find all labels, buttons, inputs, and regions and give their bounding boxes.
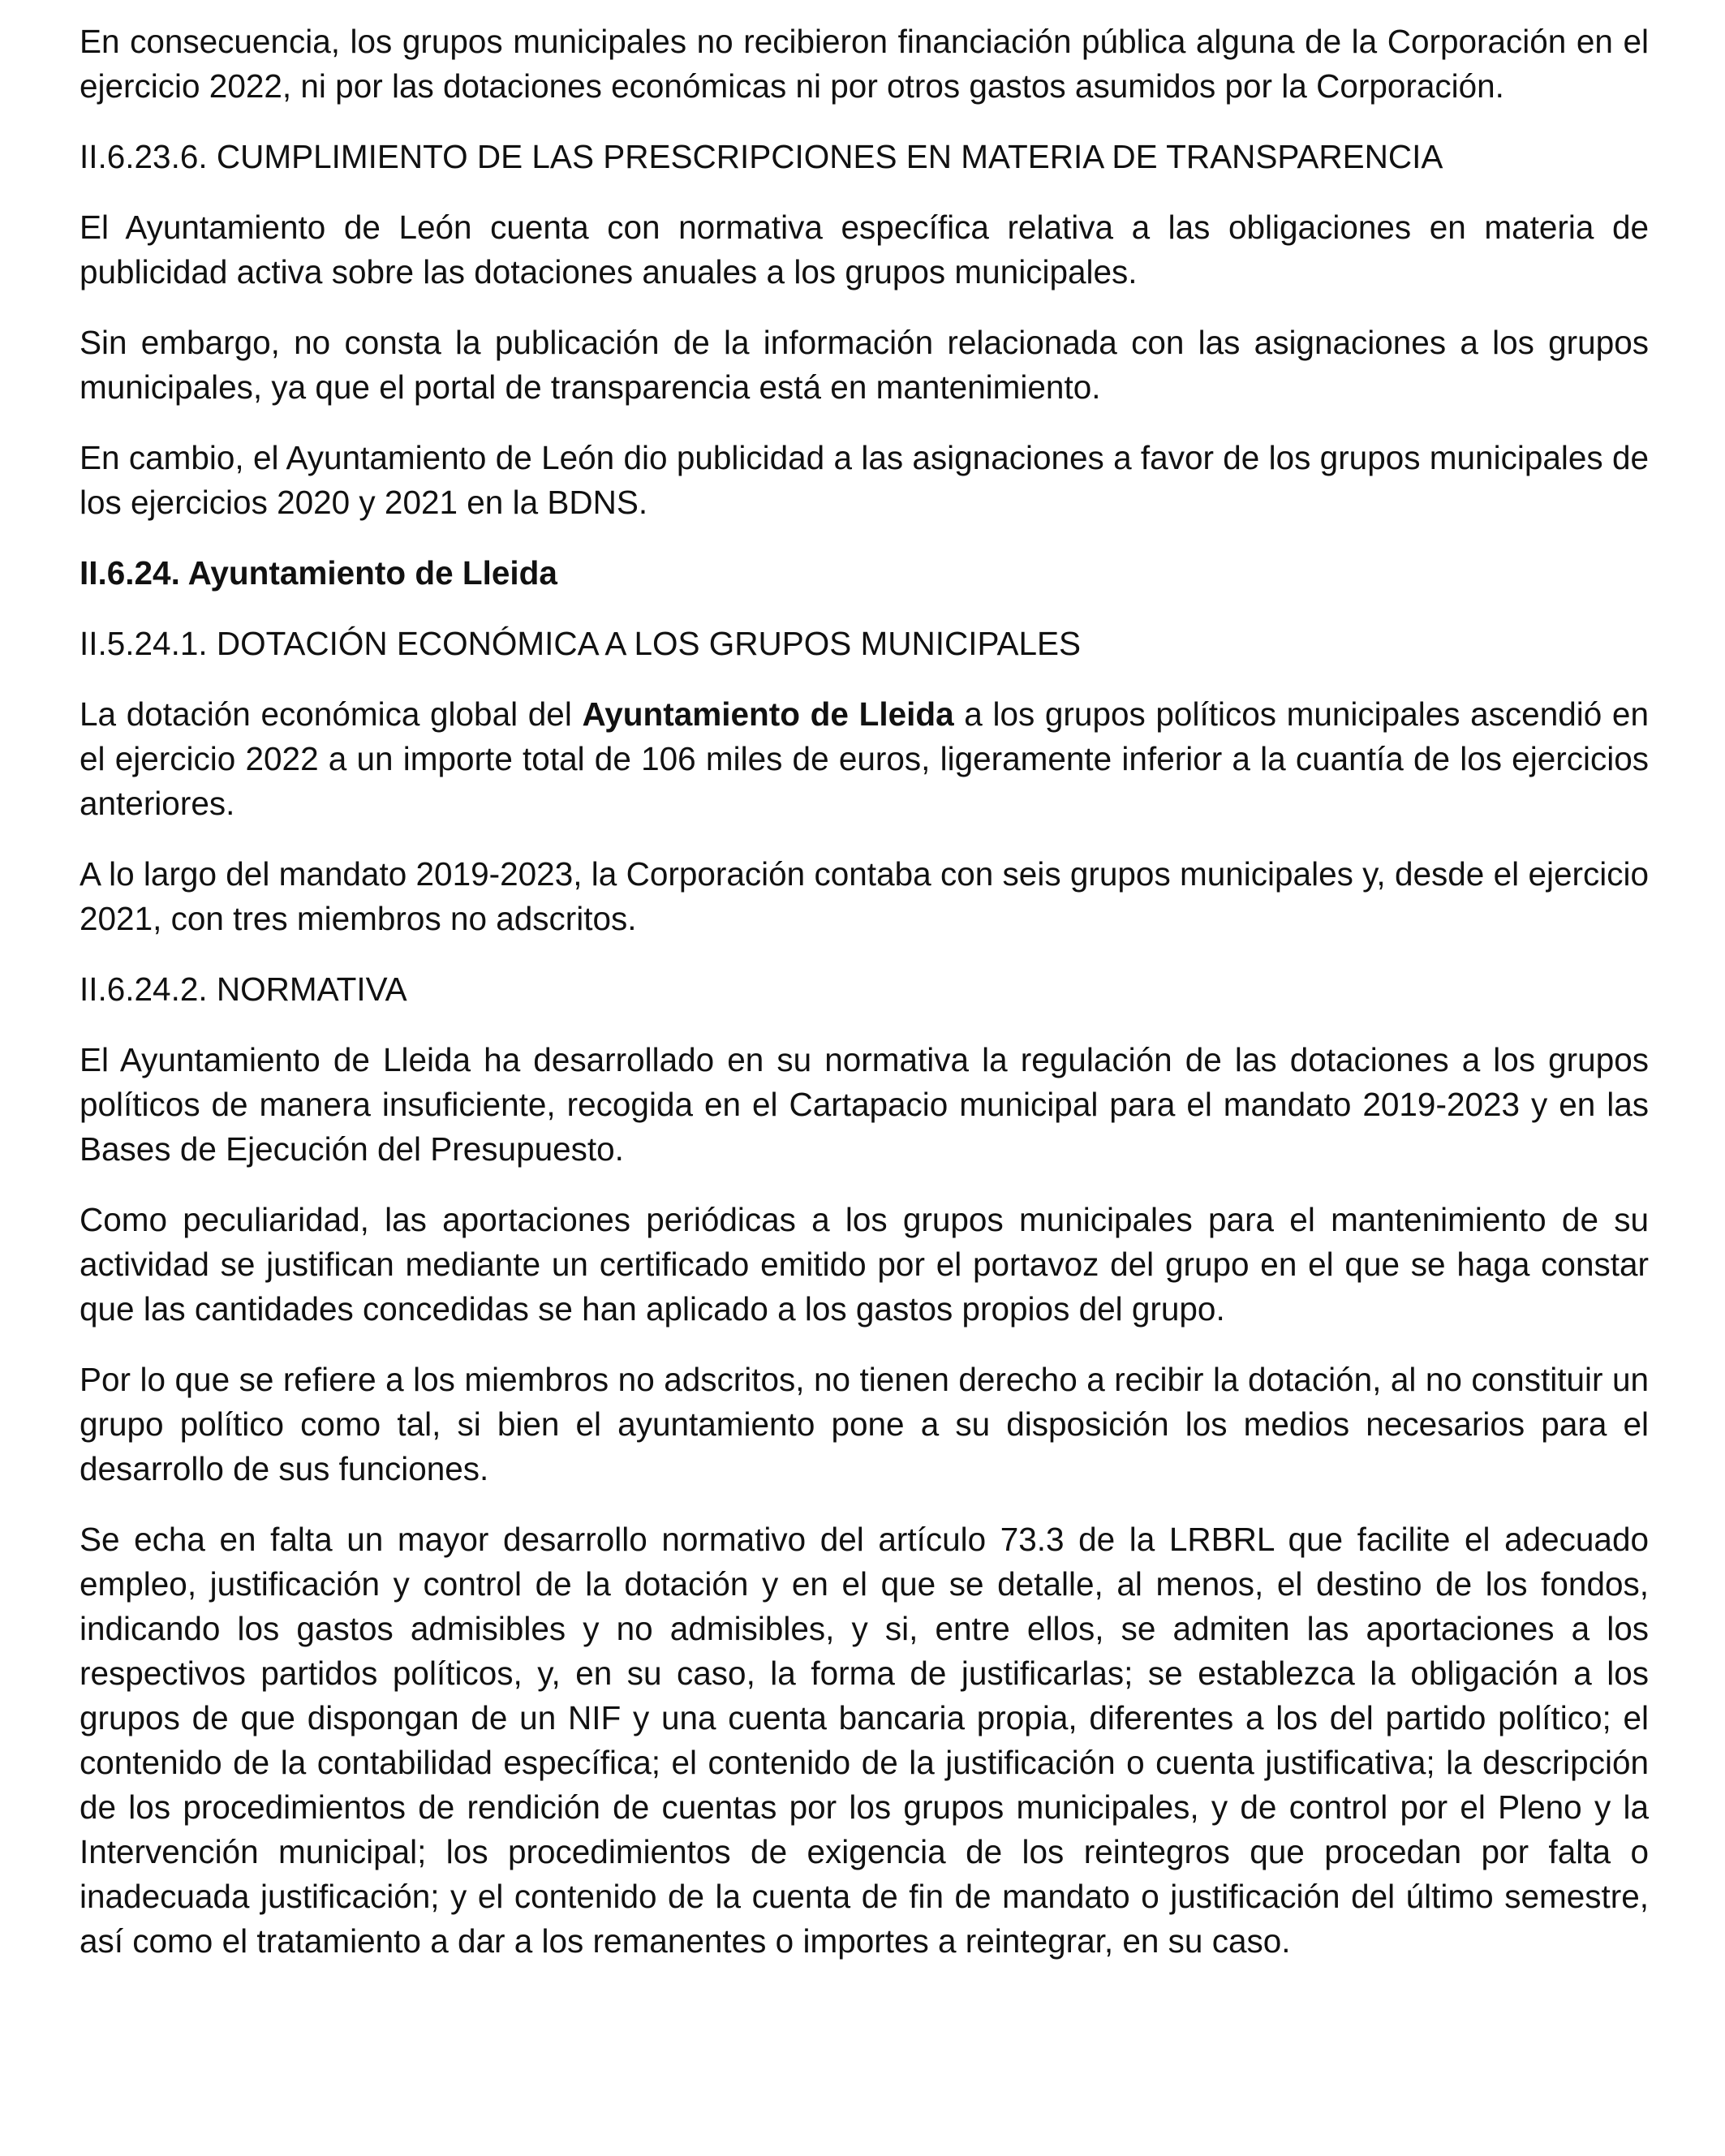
text-run: a los grupos políticos municipales ascendió en el ejercicio 2022 a un importe total de 106 miles de euros, ligeramente inferior a la cuantía de los ejercicios anteriores. bbox=[80, 695, 1649, 822]
paragraph: Por lo que se refiere a los miembros no adscritos, no tienen derecho a recibir la dotación, al no constituir un grupo político como tal, si bien el ayuntamiento pone a su disposición los medios necesarios para el desarrollo de sus funciones. bbox=[80, 1361, 1649, 1487]
paragraph bbox=[80, 692, 1649, 826]
paragraph: El Ayuntamiento de León cuenta con normativa específica relativa a las obligaciones en materia de publicidad activa sobre las dotaciones anuales a los grupos municipales. bbox=[80, 209, 1649, 290]
bold-text-run: Ayuntamiento de Lleida bbox=[582, 695, 954, 733]
section-heading: II.5.24.1. DOTACIÓN ECONÓMICA A LOS GRUPOS MUNICIPALES bbox=[80, 625, 1082, 662]
paragraph: En consecuencia, los grupos municipales no recibieron financiación pública alguna de la Corporación en el ejercicio 2022, ni por las dotaciones económicas ni por otros gastos asumidos por la Corporación. bbox=[80, 23, 1649, 105]
paragraph: Como peculiaridad, las aportaciones periódicas a los grupos municipales para el mantenimiento de su actividad se justifican mediante un certificado emitido por el portavoz del grupo en el que se haga constar que las cantidades concedidas se han aplicado a los gastos propios del grupo. bbox=[80, 1201, 1649, 1328]
paragraph: A lo largo del mandato 2019-2023, la Corporación contaba con seis grupos municipales y, desde el ejercicio 2021, con tres miembros no adscritos. bbox=[80, 855, 1649, 937]
section-heading: II.6.24.2. NORMATIVA bbox=[80, 970, 407, 1008]
paragraph: Sin embargo, no consta la publicación de la información relacionada con las asignaciones a los grupos municipales, ya que el portal de transparencia está en mantenimiento. bbox=[80, 324, 1649, 406]
paragraph: En cambio, el Ayuntamiento de León dio publicidad a las asignaciones a favor de los grupos municipales de los ejercicios 2020 y 2021 en la BDNS. bbox=[80, 439, 1649, 521]
section-heading: II.6.23.6. CUMPLIMIENTO DE LAS PRESCRIPCIONES EN MATERIA DE TRANSPARENCIA bbox=[80, 138, 1443, 175]
document-page bbox=[80, 19, 1649, 1990]
text-run: La dotación económica global del bbox=[80, 695, 583, 733]
chapter-heading: II.6.24. Ayuntamiento de Lleida bbox=[80, 554, 557, 592]
paragraph: Se echa en falta un mayor desarrollo normativo del artículo 73.3 de la LRBRL que facilite el adecuado empleo, justificación y control de la dotación y en el que se detalle, al menos, el destino de los fondos, indicando los gastos admisibles y no admisibles, y si, entre ellos, se admiten las aportaciones a los respectivos partidos políticos, y, en su caso, la forma de justificarlas; se establezca la obligación a los grupos de que dispongan de un NIF y una cuenta bancaria propia, diferentes a los del partido político; el contenido de la contabilidad específica; el contenido de la justificación o cuenta justificativa; la descripción de los procedimientos de rendición de cuentas por los grupos municipales, y de control por el Pleno y la Intervención municipal; los procedimientos de exigencia de los reintegros que procedan por falta o inadecuada justificación; y el contenido de la cuenta de fin de mandato o justificación del último semestre, así como el tratamiento a dar a los remanentes o importes a reintegrar, en su caso. bbox=[80, 1521, 1649, 1960]
paragraph: El Ayuntamiento de Lleida ha desarrollado en su normativa la regulación de las dotaciones a los grupos políticos de manera insuficiente, recogida en el Cartapacio municipal para el mandato 2019-2023 y en las Bases de Ejecución del Presupuesto. bbox=[80, 1041, 1649, 1168]
